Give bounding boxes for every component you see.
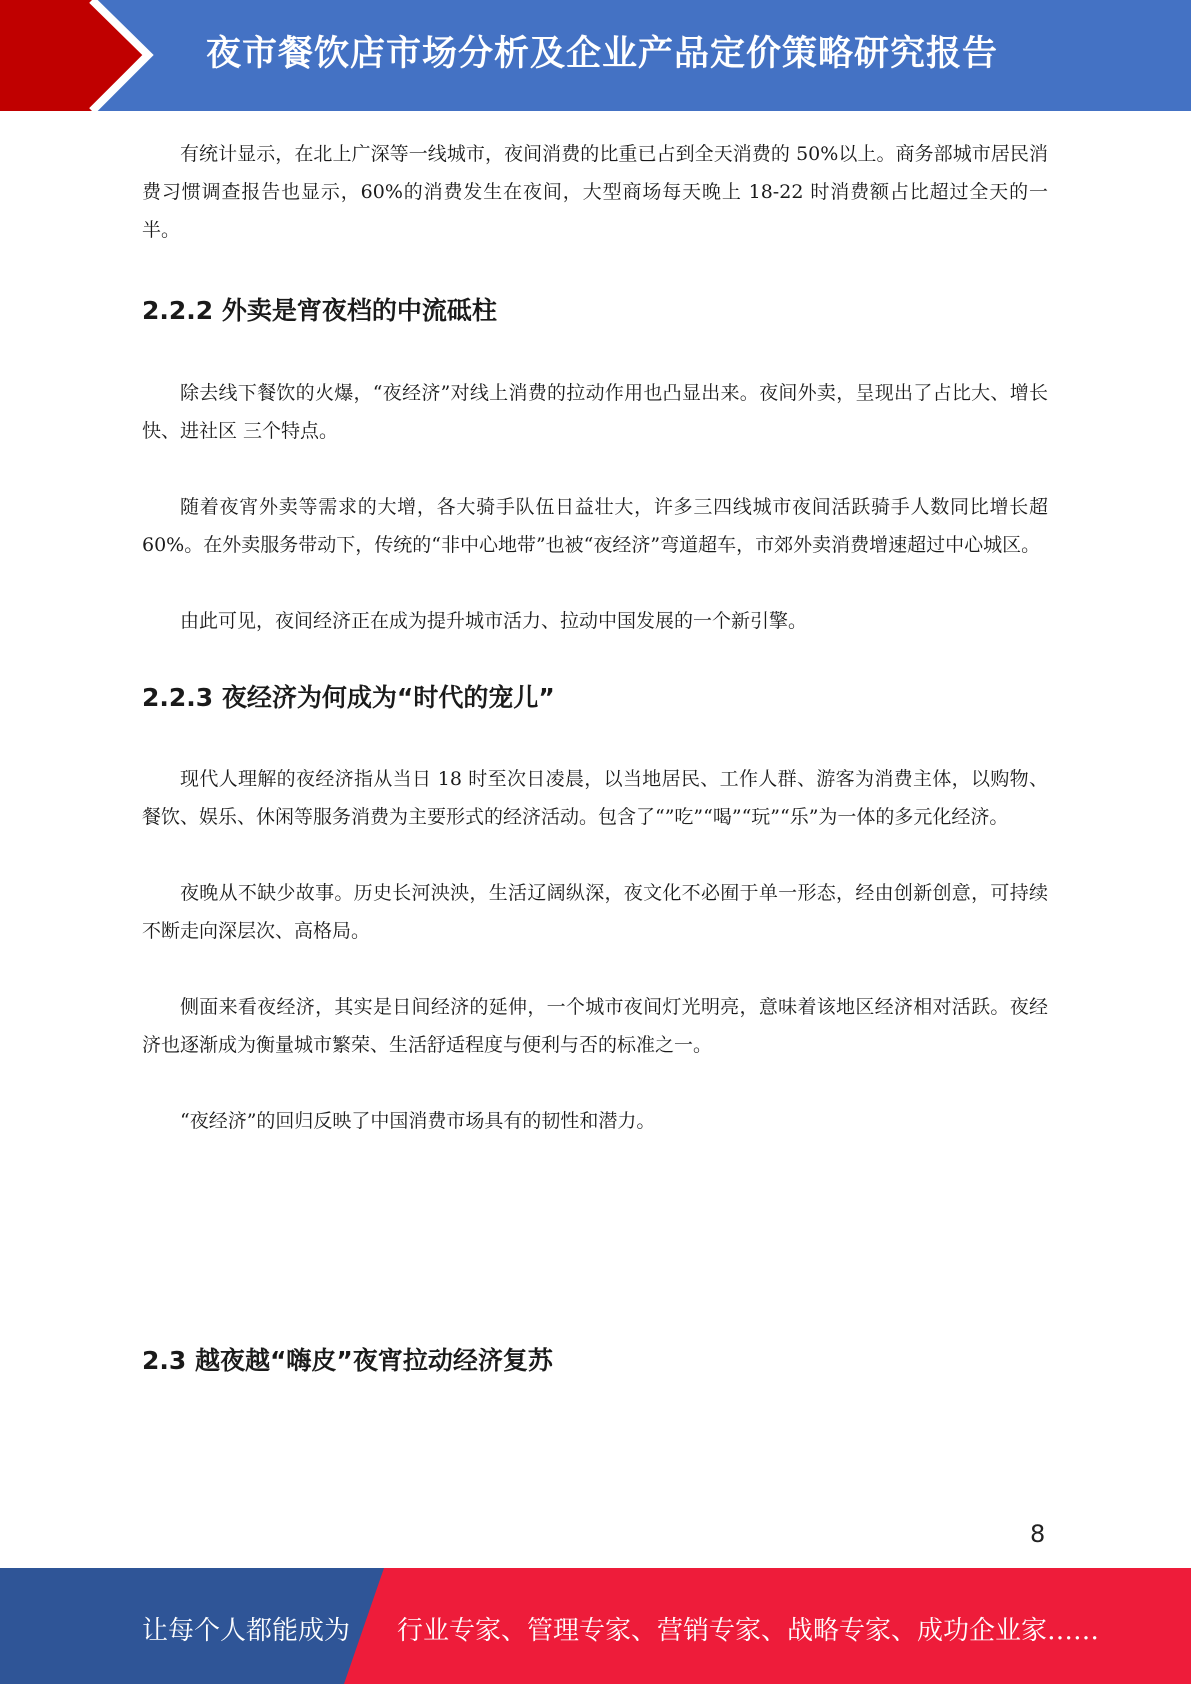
paragraph-online-consumption: 除去线下餐饮的火爆，“夜经济”对线上消费的拉动作用也凸显出来。夜间外卖，呈现出了占比大、增长快、进社区 三个特点。 [142, 382, 1048, 442]
header-arrow-decoration [0, 0, 160, 111]
page-footer [0, 1568, 1191, 1684]
report-title: 夜市餐饮店市场分析及企业产品定价策略研究报告 [206, 34, 999, 74]
paragraph-new-engine: 由此可见，夜间经济正在成为提升城市活力、拉动中国发展的一个新引擎。 [180, 610, 808, 632]
paragraph-daytime-extension: 侧面来看夜经济，其实是日间经济的延伸，一个城市夜间灯光明亮，意味着该地区经济相对活跃。夜经济也逐渐成为衡量城市繁荣、生活舒适程度与便利与否的标准之一。 [142, 996, 1048, 1056]
footer-slogan-right: 行业专家、管理专家、营销专家、战略专家、成功企业家…… [397, 1616, 1100, 1646]
paragraph-riders-growth: 随着夜宵外卖等需求的大增，各大骑手队伍日益壮大，许多三四线城市夜间活跃骑手人数同比增长超 60%。在外卖服务带动下，传统的“非中心地带”也被“夜经济”弯道超车，市郊外卖消费增速超过中心城区。 [142, 496, 1048, 556]
page-header [0, 0, 1191, 111]
paragraph-night-economy-definition: 现代人理解的夜经济指从当日 18 时至次日凌晨，以当地居民、工作人群、游客为消费主体，以购物、餐饮、娱乐、休闲等服务消费为主要形式的经济活动。包含了“”吃”“喝”“玩”“乐”为一体的多元化经济。 [142, 768, 1048, 828]
paragraph-resilience: “夜经济”的回归反映了中国消费市场具有的韧性和潜力。 [180, 1110, 656, 1132]
paragraph-night-consumption-stats: 有统计显示，在北上广深等一线城市，夜间消费的比重已占到全天消费的 50%以上。商务部城市居民消费习惯调查报告也显示，60%的消费发生在夜间，大型商场每天晚上 18-22 时消费额占比超过全天的一半。 [142, 143, 1048, 241]
footer-slogan-left: 让每个人都能成为 [142, 1616, 351, 1646]
section-heading-2-2-3: 2.2.3 夜经济为何成为“时代的宠儿” [142, 683, 555, 712]
section-heading-2-3: 2.3 越夜越“嗨皮”夜宵拉动经济复苏 [142, 1346, 553, 1375]
document-body [142, 135, 1048, 1377]
paragraph-night-stories: 夜晚从不缺少故事。历史长河泱泱，生活辽阔纵深，夜文化不必囿于单一形态，经由创新创意，可持续不断走向深层次、高格局。 [142, 882, 1048, 942]
page-number: 8 [1030, 1520, 1046, 1548]
section-heading-2-2-2: 2.2.2 外卖是宵夜档的中流砥柱 [142, 296, 497, 325]
